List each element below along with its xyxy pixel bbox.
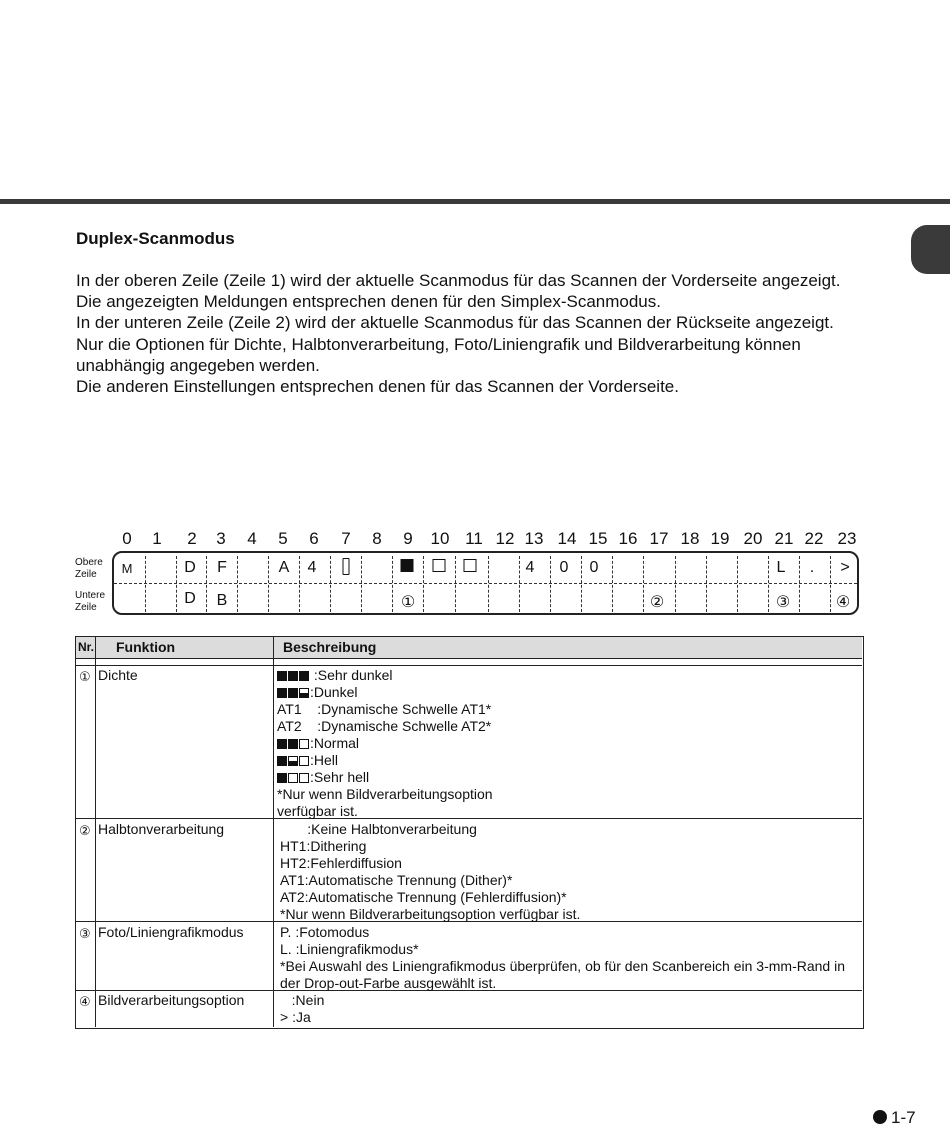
lcd-column-number: 17 xyxy=(649,529,669,548)
lcd-upper-cell-13: 4 xyxy=(525,559,535,576)
lcd-cell-divider xyxy=(145,556,146,612)
lcd-lower-marker-2: ② xyxy=(649,594,665,611)
lcd-cell-divider xyxy=(612,556,613,612)
upper-row-label: Obere Zeile xyxy=(75,557,103,580)
lcd-column-number: 2 xyxy=(187,529,197,548)
table-row: *Nur wenn Bildverarbeitungsoption verfügbar ist. xyxy=(280,906,581,922)
paragraph-line: In der oberen Zeile (Zeile 1) wird der aktuelle Scanmodus für das Scannen der Vorderseite angezeigt. xyxy=(76,271,841,290)
lcd-cell-divider xyxy=(675,556,676,612)
lcd-column-number: 23 xyxy=(837,529,857,548)
lcd-column-number: 5 xyxy=(278,529,288,548)
lcd-column-number: 10 xyxy=(430,529,450,548)
lcd-column-number: 21 xyxy=(774,529,794,548)
header-funktion: Funktion xyxy=(116,639,176,655)
paragraph-line: In der unteren Zeile (Zeile 2) wird der aktuelle Scanmodus für das Scannen der Rückseite angezeigt. xyxy=(76,313,834,333)
lcd-column-number: 7 xyxy=(341,529,351,548)
lcd-column-number: 19 xyxy=(710,529,730,548)
lcd-cell-divider xyxy=(392,556,393,612)
table-row: AT1 :Dynamische Schwelle AT1* xyxy=(277,701,492,717)
row-description xyxy=(280,924,845,992)
lcd-cell-divider xyxy=(361,556,362,612)
row-function: Dichte xyxy=(98,667,138,683)
empty-square-icon xyxy=(464,559,477,577)
table-row: verfügbar ist. xyxy=(277,803,358,819)
column-divider xyxy=(95,637,96,1027)
row-number: ④ xyxy=(79,994,91,1009)
lcd-cell-divider xyxy=(799,556,800,612)
lcd-row-separator xyxy=(114,583,857,584)
lcd-column-number: 12 xyxy=(495,529,515,548)
lcd-upper-cell-2: D xyxy=(184,559,196,576)
lcd-cell-divider xyxy=(455,556,456,612)
density-symbol-icon xyxy=(277,667,310,683)
lcd-cell-divider xyxy=(830,556,831,612)
table-row: der Drop-out-Farbe ausgewählt ist. xyxy=(280,975,497,991)
table-header-spacer xyxy=(76,659,862,666)
bullet-icon xyxy=(873,1110,887,1124)
table-row: :Nein xyxy=(280,992,325,1008)
intro-paragraph xyxy=(76,270,896,397)
density-symbol-icon xyxy=(277,769,310,785)
paragraph-line: Die anderen Einstellungen entsprechen denen für das Scannen der Vorderseite. xyxy=(76,377,679,397)
table-row: AT1:Automatische Trennung (Dither)* xyxy=(280,872,513,888)
table-row: :Sehr hell xyxy=(277,769,493,786)
table-row: > :Ja xyxy=(280,1009,311,1025)
lcd-column-number: 8 xyxy=(372,529,382,548)
lcd-cell-divider xyxy=(737,556,738,612)
row-function: Foto/Liniengrafikmodus xyxy=(98,924,244,940)
lcd-column-numbers xyxy=(0,529,950,551)
lcd-lower-marker-1: ① xyxy=(400,594,416,611)
lcd-cell-divider xyxy=(330,556,331,612)
lcd-lower-marker-3: ③ xyxy=(775,594,791,611)
row-description xyxy=(280,992,324,1026)
empty-square-icon xyxy=(433,559,446,577)
lcd-column-number: 18 xyxy=(680,529,700,548)
function-table xyxy=(75,636,864,1029)
header-nr: Nr. xyxy=(78,640,95,654)
lcd-column-number: 16 xyxy=(618,529,638,548)
row-number: ① xyxy=(79,669,91,684)
row-number: ③ xyxy=(79,926,91,941)
density-symbol-icon xyxy=(277,735,310,751)
lcd-column-number: 1 xyxy=(152,529,162,548)
table-row: :Sehr dunkel xyxy=(277,667,493,684)
paragraph-line: unabhängig angegeben werden. xyxy=(76,355,320,375)
lcd-cell-divider xyxy=(268,556,269,612)
paragraph-line: Nur die Optionen für Dichte, Halbtonverarbeitung, Foto/Liniengrafik und Bildverarbeitung können xyxy=(76,334,801,354)
lcd-lower-cell-3: B xyxy=(216,592,228,609)
table-row: HT2:Fehlerdiffusion xyxy=(280,855,402,871)
page-number: 1-7 xyxy=(873,1108,916,1128)
paragraph-line: Die angezeigten Meldungen entsprechen denen für den Simplex-Scanmodus. xyxy=(76,292,661,312)
bar-symbol-icon xyxy=(343,558,350,580)
table-row: *Nur wenn Bildverarbeitungsoption xyxy=(277,786,493,802)
table-row: :Normal xyxy=(277,735,493,752)
table-row: P. :Fotomodus xyxy=(280,924,370,940)
row-number: ② xyxy=(79,823,91,838)
lcd-cell-divider xyxy=(550,556,551,612)
section-heading: Duplex-Scanmodus xyxy=(76,229,235,248)
lcd-upper-cell-23: > xyxy=(840,559,850,576)
top-rule xyxy=(0,199,950,204)
lcd-upper-cell-14: 0 xyxy=(559,559,569,576)
table-header xyxy=(76,637,862,659)
lcd-cell-divider xyxy=(176,556,177,612)
chapter-tab xyxy=(911,225,950,274)
lcd-upper-cell-3: F xyxy=(217,559,227,576)
table-row: :Dunkel xyxy=(277,684,493,701)
lcd-upper-cell-15: 0 xyxy=(589,559,599,576)
lcd-column-number: 13 xyxy=(524,529,544,548)
lcd-cell-divider xyxy=(237,556,238,612)
lcd-cell-divider xyxy=(768,556,769,612)
row-description xyxy=(280,821,580,923)
lcd-column-number: 22 xyxy=(804,529,824,548)
lcd-cell-divider xyxy=(519,556,520,612)
lcd-upper-cell-5: A xyxy=(278,559,290,576)
header-beschreibung: Beschreibung xyxy=(283,639,377,655)
density-symbol-icon xyxy=(277,684,310,700)
lcd-upper-cell-21: L xyxy=(776,559,786,576)
lcd-cell-divider xyxy=(423,556,424,612)
lcd-column-number: 6 xyxy=(309,529,319,548)
lcd-column-number: 20 xyxy=(743,529,763,548)
table-row: HT1:Dithering xyxy=(280,838,367,854)
lcd-cell-divider xyxy=(299,556,300,612)
filled-square-icon xyxy=(401,559,414,577)
lcd-lower-marker-4: ④ xyxy=(835,594,851,611)
table-row: L. :Liniengrafikmodus* xyxy=(280,941,419,957)
table-row: AT2 :Dynamische Schwelle AT2* xyxy=(277,718,492,734)
row-function: Bildverarbeitungsoption xyxy=(98,992,245,1008)
lcd-upper-cell-22: . xyxy=(809,559,815,576)
table-row: :Hell xyxy=(277,752,493,769)
lcd-column-number: 0 xyxy=(122,529,132,548)
lcd-column-number: 15 xyxy=(588,529,608,548)
lcd-lower-cell-2: D xyxy=(184,590,196,607)
density-symbol-icon xyxy=(277,752,310,768)
table-row: *Bei Auswahl des Liniengrafikmodus überprüfen, ob für den Scanbereich ein 3-mm-Rand in xyxy=(280,958,845,974)
lower-row-label: Untere Zeile xyxy=(75,590,106,613)
lcd-cell-divider xyxy=(206,556,207,612)
lcd-upper-cell-6: 4 xyxy=(307,559,317,576)
lcd-cell-divider xyxy=(706,556,707,612)
lcd-column-number: 11 xyxy=(465,529,483,548)
lcd-cell-divider xyxy=(488,556,489,612)
table-row: :Keine Halbtonverarbeitung xyxy=(280,821,477,837)
lcd-upper-cell-0: M xyxy=(121,561,133,576)
row-function: Halbtonverarbeitung xyxy=(98,821,225,837)
lcd-column-number: 3 xyxy=(216,529,226,548)
lcd-column-number: 14 xyxy=(557,529,577,548)
row-description xyxy=(277,667,493,820)
table-row: AT2:Automatische Trennung (Fehlerdiffusion)* xyxy=(280,889,567,905)
column-divider xyxy=(273,637,274,1027)
lcd-cell-divider xyxy=(643,556,644,612)
lcd-column-number: 9 xyxy=(403,529,413,548)
lcd-column-number: 4 xyxy=(247,529,257,548)
lcd-cell-divider xyxy=(581,556,582,612)
